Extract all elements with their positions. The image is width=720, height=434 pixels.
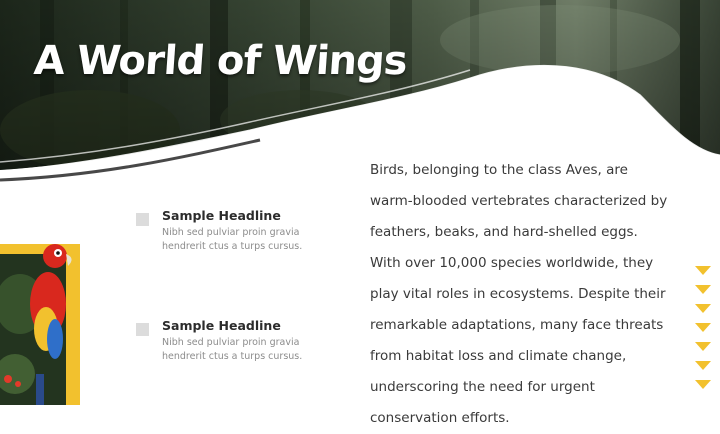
triangle-down-icon (695, 380, 711, 389)
body-paragraph: Birds, belonging to the class Aves, are warm-blooded vertebrates characterized by feathers, beaks, and hard-shelled eggs. With over 10,000 species worldwide, they play vital roles in ecosystems. Despite their remarkable adaptations, many face threats from habitat loss and climate change, underscoring the need for urgent conservation efforts. (370, 162, 668, 426)
item-description: Nibh sed pulviar proin gravia hendrerit ctus a turps cursus. (162, 227, 303, 252)
feature-item (136, 208, 336, 258)
triangle-down-icon (695, 266, 711, 275)
item-description: Nibh sed pulviar proin gravia hendrerit ctus a turps cursus. (162, 337, 303, 362)
triangle-down-icon (695, 323, 711, 332)
triangle-down-icon (695, 304, 711, 313)
slide-title: A World of Wings (32, 38, 409, 84)
item-headline: Sample Headline (162, 318, 281, 333)
triangle-down-icon (695, 285, 711, 294)
parrot-photo (0, 244, 80, 405)
bullet-square-icon (136, 213, 149, 226)
item-headline: Sample Headline (162, 208, 281, 223)
triangle-down-icon (695, 361, 711, 370)
feature-item (136, 318, 336, 368)
arrow-column (695, 266, 713, 399)
triangle-down-icon (695, 342, 711, 351)
bullet-square-icon (136, 323, 149, 336)
